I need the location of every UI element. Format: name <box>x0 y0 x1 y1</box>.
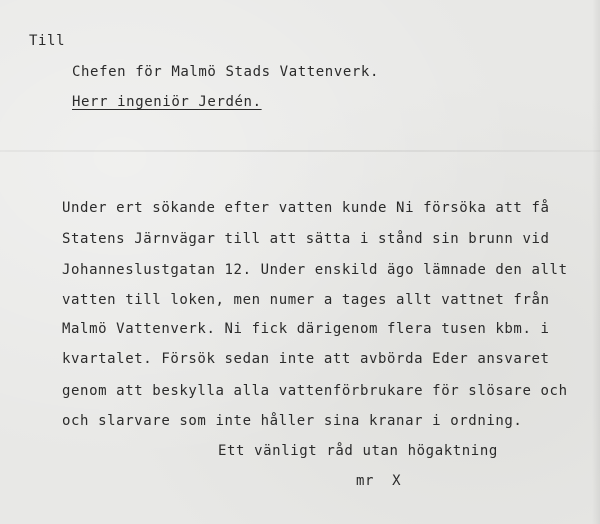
body-line-6: kvartalet. Försök sedan inte att avbörda Eder ansvaret <box>62 351 550 367</box>
paper-fold <box>0 150 600 152</box>
recipient-line-2: Herr ingeniör Jerdén. <box>72 94 262 110</box>
body-line-4: vatten till loken, men numer a tages allt vattnet från <box>62 292 550 308</box>
body-line-7: genom att beskylla alla vattenförbrukare för slösare och <box>62 383 568 399</box>
recipient-line-1: Chefen för Malmö Stads Vattenverk. <box>72 64 379 80</box>
body-line-5: Malmö Vattenverk. Ni fick därigenom flera tusen kbm. i <box>62 321 550 337</box>
body-line-3: Johanneslustgatan 12. Under enskild ägo lämnade den allt <box>62 262 568 278</box>
body-line-1: Under ert sökande efter vatten kunde Ni försöka att få <box>62 200 550 216</box>
paper-edge-shadow <box>592 0 600 524</box>
signature: mr X <box>356 473 402 489</box>
closing-line: Ett vänligt råd utan högaktning <box>218 443 498 459</box>
body-line-2: Statens Järnvägar till att sätta i stånd sin brunn vid <box>62 231 550 247</box>
body-line-8: och slarvare som inte håller sina kranar i ordning. <box>62 413 523 429</box>
salutation: Till <box>29 33 66 49</box>
